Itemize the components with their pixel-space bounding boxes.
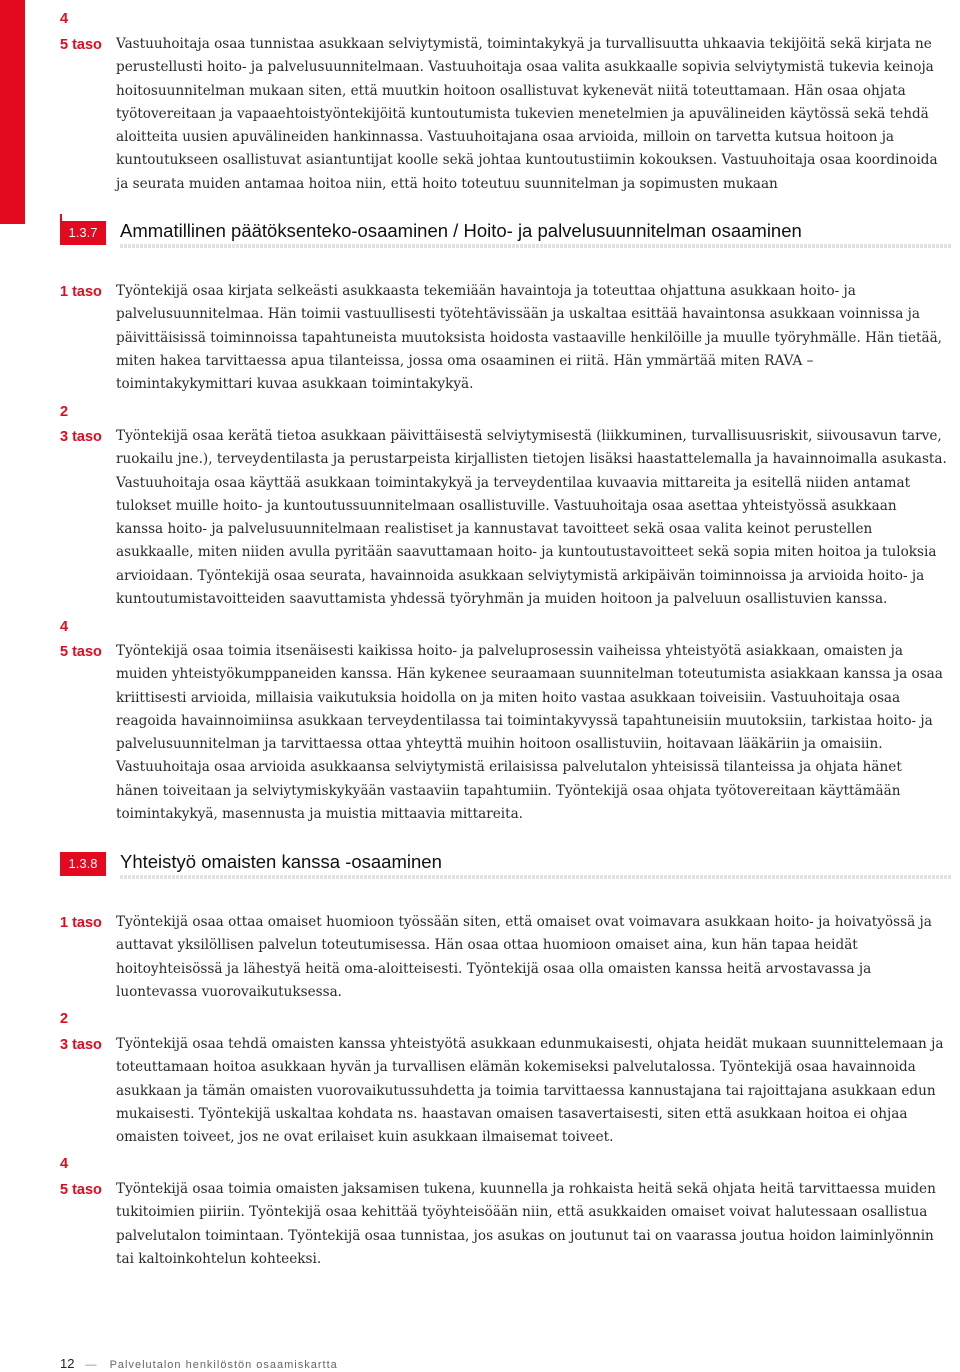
section-title-rule <box>120 244 952 248</box>
level-5-text <box>116 33 948 196</box>
paragraph: Työntekijä osaa ottaa omaiset huomioon työssään siten, että omaiset ovat voimavara asukkaan hoito- ja hoivatyössä ja auttavat yksilöllisen palvelun toteutumisessa. Hän osaa ottaa huomioon omaiset aina, kun hän tapaa heidät hoitoyhteisössä ja lähestyä heitä oma-aloitteisesti. Työntekijä osaa olla omaisten kanssa heitä arvostavassa ja luontevassa vuorovaikutuksessa. <box>116 914 932 1000</box>
level-label-1: 1 taso <box>60 284 102 300</box>
page-footer <box>60 1356 338 1371</box>
level-label-4: 4 <box>60 11 69 27</box>
level-5-text <box>116 640 948 826</box>
level-label-3: 3 taso <box>60 1037 102 1053</box>
paragraph: Työntekijä osaa kerätä tietoa asukkaan päivittäisestä selviytymisestä (liikkuminen, turvallisuusriskit, siivousavun tarve, ruokailu jne.), terveydentilasta ja perustarpeista kirjallisten tietojen lisäksi haastattelemalla ja havainnoimalla asukasta. Vastuuhoitaja osaa käyttää asukkaan toimintakykyä ja terveydentilaa kuvaavia mittareita ja esitellä niiden antamat tulokset muille hoito- ja kuntoutussuunnitelmaan osallistuville. Vastuuhoitaja osaa asettaa yhteistyössä asukkaan kanssa hoito- ja palvelusuunnitelmaan realistiset ja kannustavat tavoitteet sekä osaa valita keinot perustellen asukkaalle, miten niiden avulla pyritään saavuttamaan hoito- ja kuntoutustavoitteet sekä sopia miten hoitoa ja tuloksia arvioidaan. Työntekijä osaa seurata, havainnoida asukkaan selviytymistä arkipäivän toiminnoissa ja arvioida hoito- ja kuntoutumistavoitteiden saavuttamista yhdessä työryhmän ja muiden hoitoon ja palveluun osallistuvien kanssa. <box>116 428 947 608</box>
page-number: 12 <box>60 1356 75 1371</box>
level-1-text <box>116 280 948 396</box>
red-margin-bar <box>0 0 25 224</box>
level-label-3: 3 taso <box>60 429 102 445</box>
section-number: 1.3.7 <box>60 221 106 245</box>
section-title: Yhteistyö omaisten kanssa -osaaminen <box>120 851 442 872</box>
level-label-2: 2 <box>60 404 69 420</box>
level-label-2: 2 <box>60 1011 69 1027</box>
footer-title: Palvelutalon henkilöstön osaamiskartta <box>109 1359 338 1371</box>
level-label-5: 5 taso <box>60 644 102 660</box>
level-label-1: 1 taso <box>60 915 102 931</box>
level-label-4: 4 <box>60 619 69 635</box>
level-label-5: 5 taso <box>60 1182 102 1198</box>
footer-separator: — <box>85 1359 97 1371</box>
paragraph: Työntekijä osaa tehdä omaisten kanssa yhteistyötä asukkaan edunmukaisesti, ohjata heidät mukaan suunnittelemaan ja toteuttamaan hoitoa asukkaan hyvän ja turvallisen elämän kokemiseksi palvelutalossa. Työntekijä osaa havainnoida asukkaan ja tämän omaisten vuorovaikutussuhdetta ja toimia tarvittaessa kannustajana tai rajoittajana asukkaan edun mukaisesti. Työntekijä uskaltaa kohdata ns. haastavan omaisen tasavertaisesti, siten että asukkaan hoitoa ei ohjaa omaisten toiveet, jos ne ovat erilaiset kuin asukkaan ilmaisemat toiveet. <box>116 1036 944 1146</box>
paragraph: Työntekijä osaa kirjata selkeästi asukkaasta tekemiään havaintoja ja toteuttaa ohjattuna asukkaan hoito- ja palvelusuunnitelmaa. Hän toimii vastuullisesti työtehtävissään ja uskaltaa esittää havaintonsa asukkaan voinnissa ja päivittäisissä toiminnoissa tapahtuneista muutoksista hoidosta vastaaville henkilöille ja muulle työryhmälle. Hän tietää, miten hakea tarvittaessa apua tilanteissa, jossa oma osaaminen ei riitä. Hän ymmärtää miten RAVA – toimintakykymittari kuvaa asukkaan toimintakykyä. <box>116 283 942 393</box>
section-number: 1.3.8 <box>60 852 106 876</box>
level-5-text <box>116 1178 948 1271</box>
level-label-5: 5 taso <box>60 37 102 53</box>
section-title: Ammatillinen päätöksenteko-osaaminen / Hoito- ja palvelusuunnitelman osaaminen <box>120 220 802 241</box>
paragraph: Vastuuhoitaja osaa tunnistaa asukkaan selviytymistä, toimintakykyä ja turvallisuutta uhkaavia tekijöitä sekä kirjata ne perustellusti hoito- ja palvelusuunnitelmaan. Vastuuhoitaja osaa valita asukkaalle sopivia selviytymistä tukevia keinoja hoitosuunnitelman mukaan siten, että muutkin hoitoon osallistuvat kykenevät niitä toteuttamaan. Hän osaa ohjata työtovereitaan ja vapaaehtoistyöntekijöitä kuntoutumista tukevien menetelmien ja apuvälineiden käytössä sekä tehdä aloitteita uusien apuvälineiden hankinnassa. Vastuuhoitajana osaa arvioida, milloin on tarvetta kutsua hoitoon ja kuntoutukseen osallistuvat asiantuntijat koolle sekä johtaa kuntoutustiimin kokouksen. Vastuuhoitaja osaa koordinoida ja seurata muiden antamaa hoitoa niin, että hoito toteutuu suunnitelman ja sopimusten mukaan <box>116 36 938 192</box>
level-1-text <box>116 911 948 1004</box>
paragraph: Työntekijä osaa toimia omaisten jaksamisen tukena, kuunnella ja rohkaista heitä sekä ohjata heitä tarvittaessa muiden tukitoimien piiriin. Työntekijä osaa kehittää työyhteisöään niin, että asukkaiden omaiset voivat halutessaan osallistua palvelutalon toimintaan. Työntekijä osaa tunnistaa, jos asukas on joutunut tai on vaarassa joutua hoidon laiminlyönnin tai kaltoinkohtelun kohteeksi. <box>116 1181 936 1267</box>
level-3-text <box>116 425 948 611</box>
section-title-rule <box>120 875 952 879</box>
level-3-text <box>116 1033 948 1149</box>
paragraph: Työntekijä osaa toimia itsenäisesti kaikissa hoito- ja palveluprosessin vaiheissa yhteistyötä asiakkaan, omaisten ja muiden yhteistyökumppaneiden kanssa. Hän kykenee seuraamaan suunnitelman toteutumista asiakkaan kanssa ja osaa kriittisesti arvioida, millaisia vaikutuksia hoidolla on ja miten hoito vastaa asukkaan toiveisiin. Vastuuhoitaja osaa reagoida havainnoimiinsa asukkaan terveydentilassa tai toimintakyvyssä tapahtuneisiin muutoksiin, tarkistaa hoito- ja palvelusuunnitelman ja tarvittaessa ottaa yhteyttä muihin hoitoon osallistuviin, hoitavaan lääkäriin ja omaisiin. Vastuuhoitaja osaa arvioida asukkaansa selviytymistä erilaisissa palvelutalon yhteisissä tilanteissa ja ohjata hänet hänen toiveitaan ja selviytymiskykyään vastaaviin tapahtumiin. Työntekijä osaa ohjata työtovereitaan käyttämään toimintakykyä, masennusta ja muistia mittaavia mittareita. <box>116 643 943 823</box>
level-label-4: 4 <box>60 1156 69 1172</box>
